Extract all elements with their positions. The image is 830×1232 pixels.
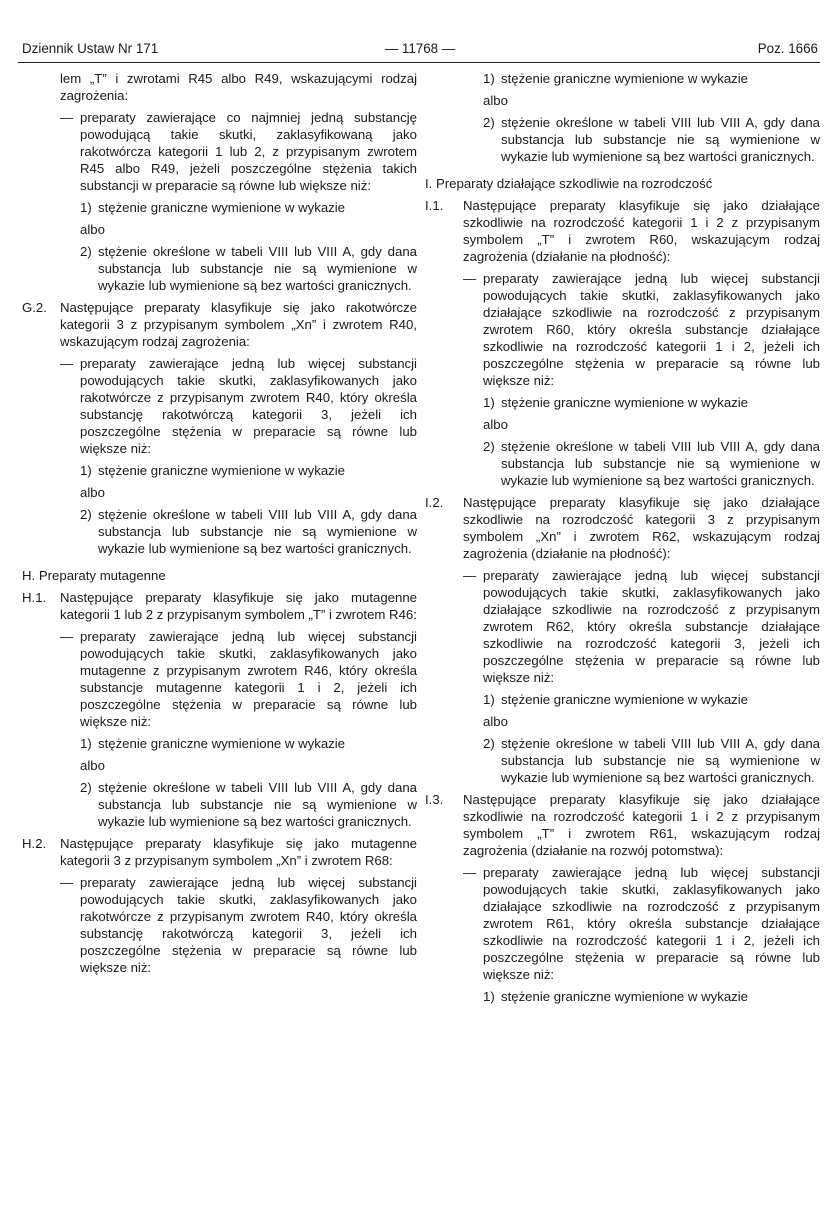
page-number: — 11768 — [384,41,456,56]
dash-text: preparaty zawierające jedną lub więcej substancji powodujących takie skutki, zaklasyfikowanych jako rakotwórcze z przypisanym zwrotem R40, który określa substancję rakotwórczą kategorii 3, jeżeli ich poszczególne stężenia w preparacie są równe lub większe niż: [80,875,417,975]
item-text: stężenie określone w tabeli VIII lub VIII A, gdy dana substancja lub substancje nie są wymienione w wykazie lub wymienione są bez wartości granicznych. [501,115,820,164]
albo-text: albo [483,714,508,729]
dash-text: preparaty zawierające co najmniej jedną substancję powodującą takie skutki, zaklasyfikowaną jako rakotwórcza kategorii 1 lub 2, z przypisanym zwrotem R45 albo R49, jeżeli poszczególne stężenia takich substancji w preparacie są równe lub większe niż: [80,110,417,193]
dash-text: preparaty zawierające jedną lub więcej substancji powodujących takie skutki, zaklasyfikowanych jako rakotwórcze z przypisanym zwrotem R40, który określa substancję rakotwórczą kategorii 3, jeżeli ich poszczególne stężenia w preparacie są równe lub większe niż: [80,356,417,456]
right-column [425,70,820,1005]
list-item [22,199,417,216]
list-item [22,506,417,557]
header-rule [18,62,820,63]
item-number: 1) [80,200,92,215]
section-text: Następujące preparaty klasyfikuje się jako mutagenne kategorii 3 z przypisanym symbolem „Xn” i zwrotem R68: [60,836,417,868]
dash-marker: — [463,568,477,583]
list-item [425,691,820,708]
item-number: 1) [483,395,495,410]
list-item [425,394,820,411]
list-item [22,109,417,194]
albo-text: albo [483,93,508,108]
item-text: stężenie graniczne wymienione w wykazie [501,989,749,1004]
dash-text: preparaty zawierające jedną lub więcej substancji powodujących takie skutki, zaklasyfikowanych jako działające szkodliwie na rozrodczość z przypisanym zwrotem R62, który określa substancje działające szkodliwie na rozrodczość kategorii 3, jeżeli ich poszczególne stężenia w preparacie są równe lub większe niż: [483,568,820,685]
section-i2 [425,494,820,562]
section-text: Następujące preparaty klasyfikuje się jako rakotwórcze kategorii 3 z przypisanym symbolem „Xn” i zwrotem R40, wskazującym rodzaj zagrożenia: [60,300,417,349]
item-text: stężenie określone w tabeli VIII lub VIII A, gdy dana substancja lub substancje nie są wymienione w wykazie lub wymienione są bez wartości granicznych. [98,507,417,556]
albo-text: albo [80,485,105,500]
list-item [22,243,417,294]
item-number: 2) [483,439,495,454]
item-text: stężenie graniczne wymienione w wykazie [501,395,749,410]
item-text: stężenie graniczne wymienione w wykazie [98,736,346,751]
list-item [425,864,820,983]
list-item [425,114,820,165]
item-text: stężenie graniczne wymienione w wykazie [501,692,749,707]
list-item [425,438,820,489]
section-heading-h: H. Preparaty mutagenne [22,568,166,583]
item-text: stężenie określone w tabeli VIII lub VIII A, gdy dana substancja lub substancje nie są wymienione w wykazie lub wymienione są bez wartości granicznych. [501,736,820,785]
item-text: stężenie określone w tabeli VIII lub VIII A, gdy dana substancja lub substancje nie są wymienione w wykazie lub wymienione są bez wartości granicznych. [98,244,417,293]
item-number: 2) [80,244,92,259]
item-number: 2) [80,780,92,795]
list-item [425,270,820,389]
item-number: 1) [483,989,495,1004]
item-number: 1) [483,71,495,86]
list-item [22,628,417,730]
item-text: stężenie określone w tabeli VIII lub VIII A, gdy dana substancja lub substancje nie są wymienione w wykazie lub wymienione są bez wartości granicznych. [501,439,820,488]
section-number: I.2. [425,495,444,510]
item-text: stężenie graniczne wymienione w wykazie [501,71,749,86]
item-number: 1) [80,736,92,751]
page-header [22,40,818,58]
dash-marker: — [463,865,477,880]
dash-marker: — [60,356,74,371]
section-g2 [22,299,417,350]
dash-text: preparaty zawierające jedną lub więcej substancji powodujących takie skutki, zaklasyfikowanych jako działające szkodliwie na rozrodczość z przypisanym zwrotem R60, który określa substancje działające szkodliwie na rozrodczość kategorii 1 i 2, jeżeli ich poszczególne stężenia w preparacie są równe lub większe niż: [483,271,820,388]
list-item [22,779,417,830]
section-text: Następujące preparaty klasyfikuje się jako mutagenne kategorii 1 lub 2 z przypisanym symbolem „T” i zwrotem R46: [60,590,417,622]
section-number: H.1. [22,590,47,605]
section-text: Następujące preparaty klasyfikuje się jako działające szkodliwie na rozrodczość kategorii 1 i 2 z przypisanym symbolem „T” i zwrotem R60, wskazującym rodzaj zagrożenia (działanie na płodność): [463,198,820,264]
position-number: Poz. 1666 [757,41,818,56]
dash-marker: — [60,110,74,125]
list-item [425,70,820,87]
intro-text: lem „T” i zwrotami R45 albo R49, wskazującymi rodzaj zagrożenia: [60,71,417,103]
list-item [425,735,820,786]
section-text: Następujące preparaty klasyfikuje się jako działające szkodliwie na rozrodczość kategorii 1 i 2 z przypisanym symbolem „T” i zwrotem R61, wskazującym rodzaj zagrożenia (działanie na rozwój potomstwa): [463,792,820,858]
item-text: stężenie określone w tabeli VIII lub VIII A, gdy dana substancja lub substancje nie są wymienione w wykazie lub wymienione są bez wartości granicznych. [98,780,417,829]
section-number: I.3. [425,792,444,807]
item-number: 2) [483,736,495,751]
item-number: 1) [483,692,495,707]
section-text: Następujące preparaty klasyfikuje się jako działające szkodliwie na rozrodczość kategorii 3 z przypisanym symbolem „Xn” i zwrotem R62, wskazującym rodzaj zagrożenia (działanie na płodność): [463,495,820,561]
dash-text: preparaty zawierające jedną lub więcej substancji powodujących takie skutki, zaklasyfikowanych jako mutagenne z przypisanym zwrotem R46, który określa substancje mutagenne kategorii 1 i 2, jeżeli ich poszczególne stężenia w preparacie są równe lub większe niż: [80,629,417,729]
dash-text: preparaty zawierające jedną lub więcej substancji powodujących takie skutki, zaklasyfikowanych jako działające szkodliwie na rozrodczość z przypisanym zwrotem R61, który określa substancje działające szkodliwie na rozrodczość kategorii 1 i 2, jeżeli ich poszczególne stężenia w preparacie są równe lub większe niż: [483,865,820,982]
left-column [22,70,417,976]
section-number: H.2. [22,836,47,851]
section-i1 [425,197,820,265]
list-item [425,988,820,1005]
list-item [22,735,417,752]
item-number: 2) [483,115,495,130]
section-i3 [425,791,820,859]
section-number: G.2. [22,300,47,315]
journal-title: Dziennik Ustaw Nr 171 [22,41,159,56]
section-h2 [22,835,417,869]
dash-marker: — [60,629,74,644]
albo-text: albo [80,222,105,237]
section-number: I.1. [425,198,444,213]
list-item [22,355,417,457]
section-h1 [22,589,417,623]
section-heading-i: I. Preparaty działające szkodliwie na rozrodczość [425,176,713,191]
list-item [22,462,417,479]
albo-text: albo [483,417,508,432]
item-number: 1) [80,463,92,478]
dash-marker: — [60,875,74,890]
item-text: stężenie graniczne wymienione w wykazie [98,200,346,215]
albo-text: albo [80,758,105,773]
list-item [22,874,417,976]
item-number: 2) [80,507,92,522]
list-item [425,567,820,686]
dash-marker: — [463,271,477,286]
item-text: stężenie graniczne wymienione w wykazie [98,463,346,478]
